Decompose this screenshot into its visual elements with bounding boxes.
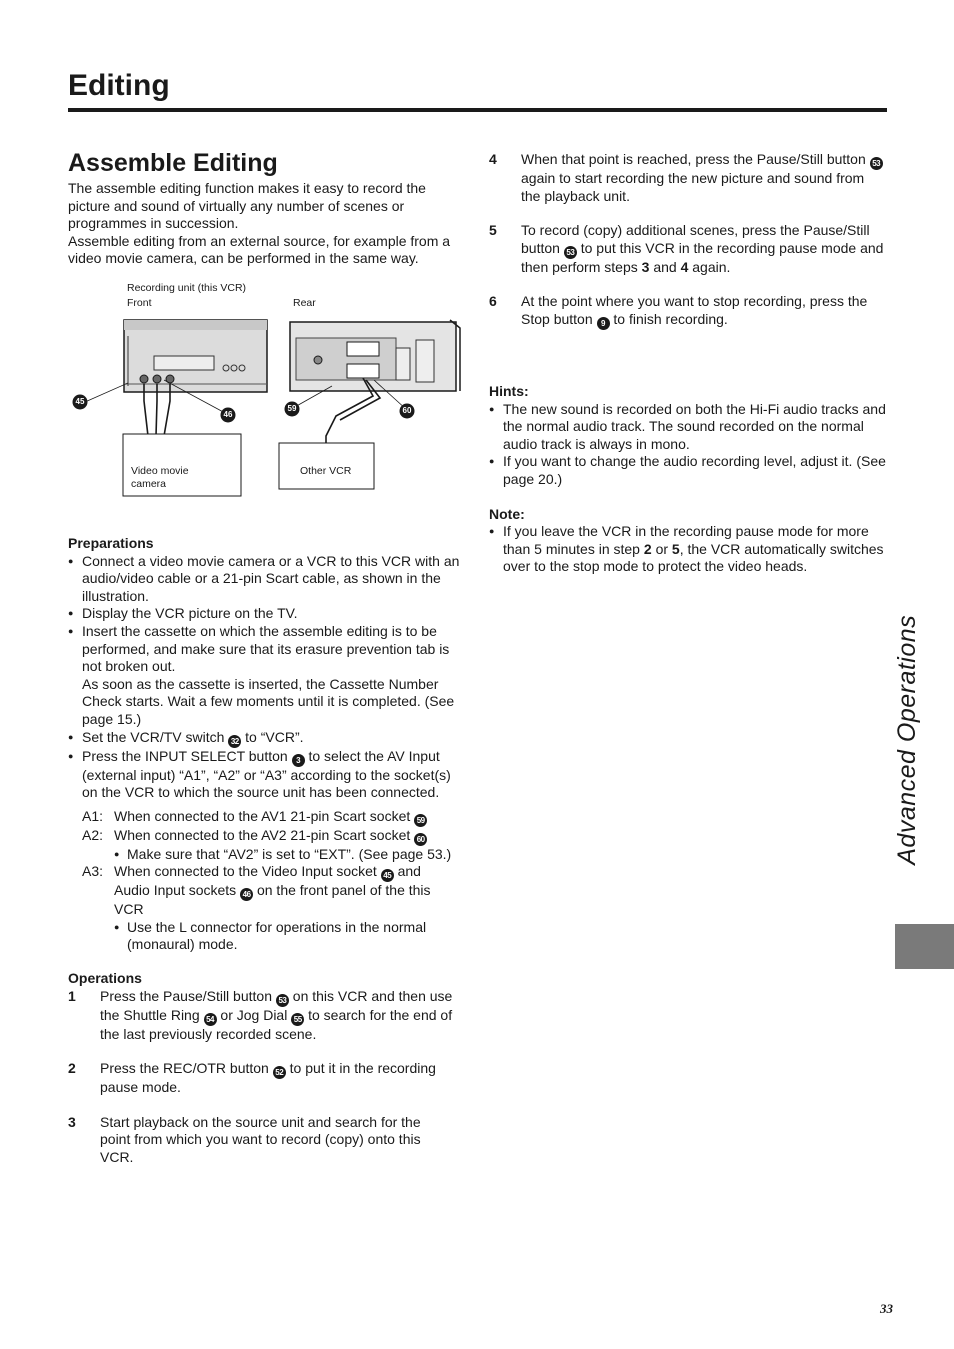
page-number: 33: [880, 1301, 893, 1316]
note-heading: Note:: [489, 505, 525, 522]
list-item: ● If you leave the VCR in the recording pause mode for more than 5 minutes in step 2 or 5, the VCR automatically switches over to the stop mode to protect the video heads.: [489, 523, 887, 576]
input-row: A3: When connected to the Video Input socket 45 and Audio Input sockets 46 on the front panel of the this VCR ● Use the L connector for operations in the normal (monaural) mode.: [82, 863, 468, 954]
step: 4 When that point is reached, press the Pause/Still button 53 again to start recording the new picture and sound from the playback unit.: [489, 151, 887, 205]
callout-badge: 45: [381, 869, 394, 882]
section-title: Assemble Editing: [68, 149, 278, 177]
step: 6 At the point where you want to stop recording, press the Stop button 9 to finish recording.: [489, 293, 868, 328]
callout-badge: 53: [276, 994, 289, 1007]
input-row: A1: When connected to the AV1 21-pin Scart socket 59: [82, 808, 468, 827]
video-camera-label: Video movie camera: [131, 465, 189, 490]
list-item: ● Display the VCR picture on the TV.: [68, 605, 468, 623]
callout-badge: 54: [204, 1013, 217, 1026]
intro-paragraph: Assemble editing from an external source, for example from a video movie camera, can be performed in the same way.: [68, 232, 451, 267]
side-tab: [868, 560, 948, 920]
operations-continued: [489, 151, 887, 330]
page-title: Editing: [68, 69, 170, 102]
list-item: ● Connect a video movie camera or a VCR to this VCR with an audio/video cable or a 21-pin Scart cable, as shown in the illustration.: [68, 553, 468, 606]
step: 1 Press the Pause/Still button 53 on this VCR and then use the Shuttle Ring 54 or Jog Dial 55 to search for the end of the last previously recorded scene.: [68, 987, 453, 1042]
note-section: [489, 506, 887, 576]
callout-label: 45: [75, 397, 85, 406]
preparations-section: [68, 535, 468, 954]
list-item: ● Use the L connector for operations in the normal (monaural) mode.: [114, 919, 444, 954]
callout-label: 60: [402, 406, 412, 415]
step: 3 Start playback on the source unit and search for the point from which you want to record (copy) onto this VCR.: [68, 1113, 421, 1166]
list-item: ● Insert the cassette on which the assemble editing is to be performed, and make sure that its erasure prevention tab is not broken out. As soon as the cassette is inserted, the Cassette Number Check starts. Wait a few moments until it is completed. (See page 15.): [68, 623, 468, 729]
vcr-rear-illustration: [290, 320, 460, 391]
list-item: ● Press the INPUT SELECT button 3 to select the AV Input (external input) “A1”, “A2” or “A3” according to the socket(s) on the VCR to which the source unit has been connected.: [68, 748, 468, 802]
title-rule: [68, 108, 887, 112]
intro-paragraph: The assemble editing function makes it easy to record the picture and sound of virtually any number of scenes or programmes in succession.: [68, 180, 426, 232]
vcr-front-illustration: [124, 320, 267, 392]
callout-badge: 52: [273, 1066, 286, 1079]
list-item: ● If you want to change the audio recording level, adjust it. (See page 20.): [489, 453, 887, 488]
hints-heading: Hints:: [489, 382, 529, 399]
callout-badge: 3: [292, 754, 305, 767]
side-tab-block: [895, 924, 954, 969]
recording-unit-label: Recording unit (this VCR): [127, 282, 247, 294]
right-column: [489, 151, 887, 576]
callout-badge: 9: [597, 317, 610, 330]
hints-section: [489, 383, 887, 489]
front-label: Front: [127, 297, 152, 309]
callout-badge: 59: [414, 814, 427, 827]
callout-badge: 53: [564, 246, 577, 259]
operations-heading: Operations: [68, 970, 142, 987]
list-item: ● Make sure that “AV2” is set to “EXT”. (See page 53.): [114, 846, 468, 864]
callout-badge: 55: [291, 1013, 304, 1026]
operations-section: [68, 970, 468, 1167]
side-tab-label: Advanced Operations: [893, 615, 922, 865]
input-row: A2: When connected to the AV2 21-pin Scart socket 60 ● Make sure that “AV2” is set to “EXT”. (See page 53.): [82, 827, 468, 864]
list-item: ● Set the VCR/TV switch 32 to “VCR”.: [68, 729, 468, 748]
list-item: ● The new sound is recorded on both the Hi-Fi audio tracks and the normal audio track. The sound recorded on the normal audio track is always in mono.: [489, 401, 887, 454]
callout-badge: 46: [240, 888, 253, 901]
callout-label: 59: [287, 404, 297, 413]
connection-diagram: [68, 276, 468, 501]
callout-badge: 60: [414, 833, 427, 846]
rear-label: Rear: [293, 297, 316, 309]
callout-badge: 32: [228, 735, 241, 748]
intro: [68, 180, 468, 268]
preparations-heading: Preparations: [68, 534, 154, 551]
step: 2 Press the REC/OTR button 52 to put it in the recording pause mode.: [68, 1060, 436, 1096]
other-vcr-label: Other VCR: [300, 465, 352, 477]
callout-label: 46: [223, 410, 233, 419]
step: 5 To record (copy) additional scenes, press the Pause/Still button 53 to put this VCR in the recording pause mode and then perform steps 3 and 4 again.: [489, 222, 884, 275]
callout-badge: 53: [870, 157, 883, 170]
